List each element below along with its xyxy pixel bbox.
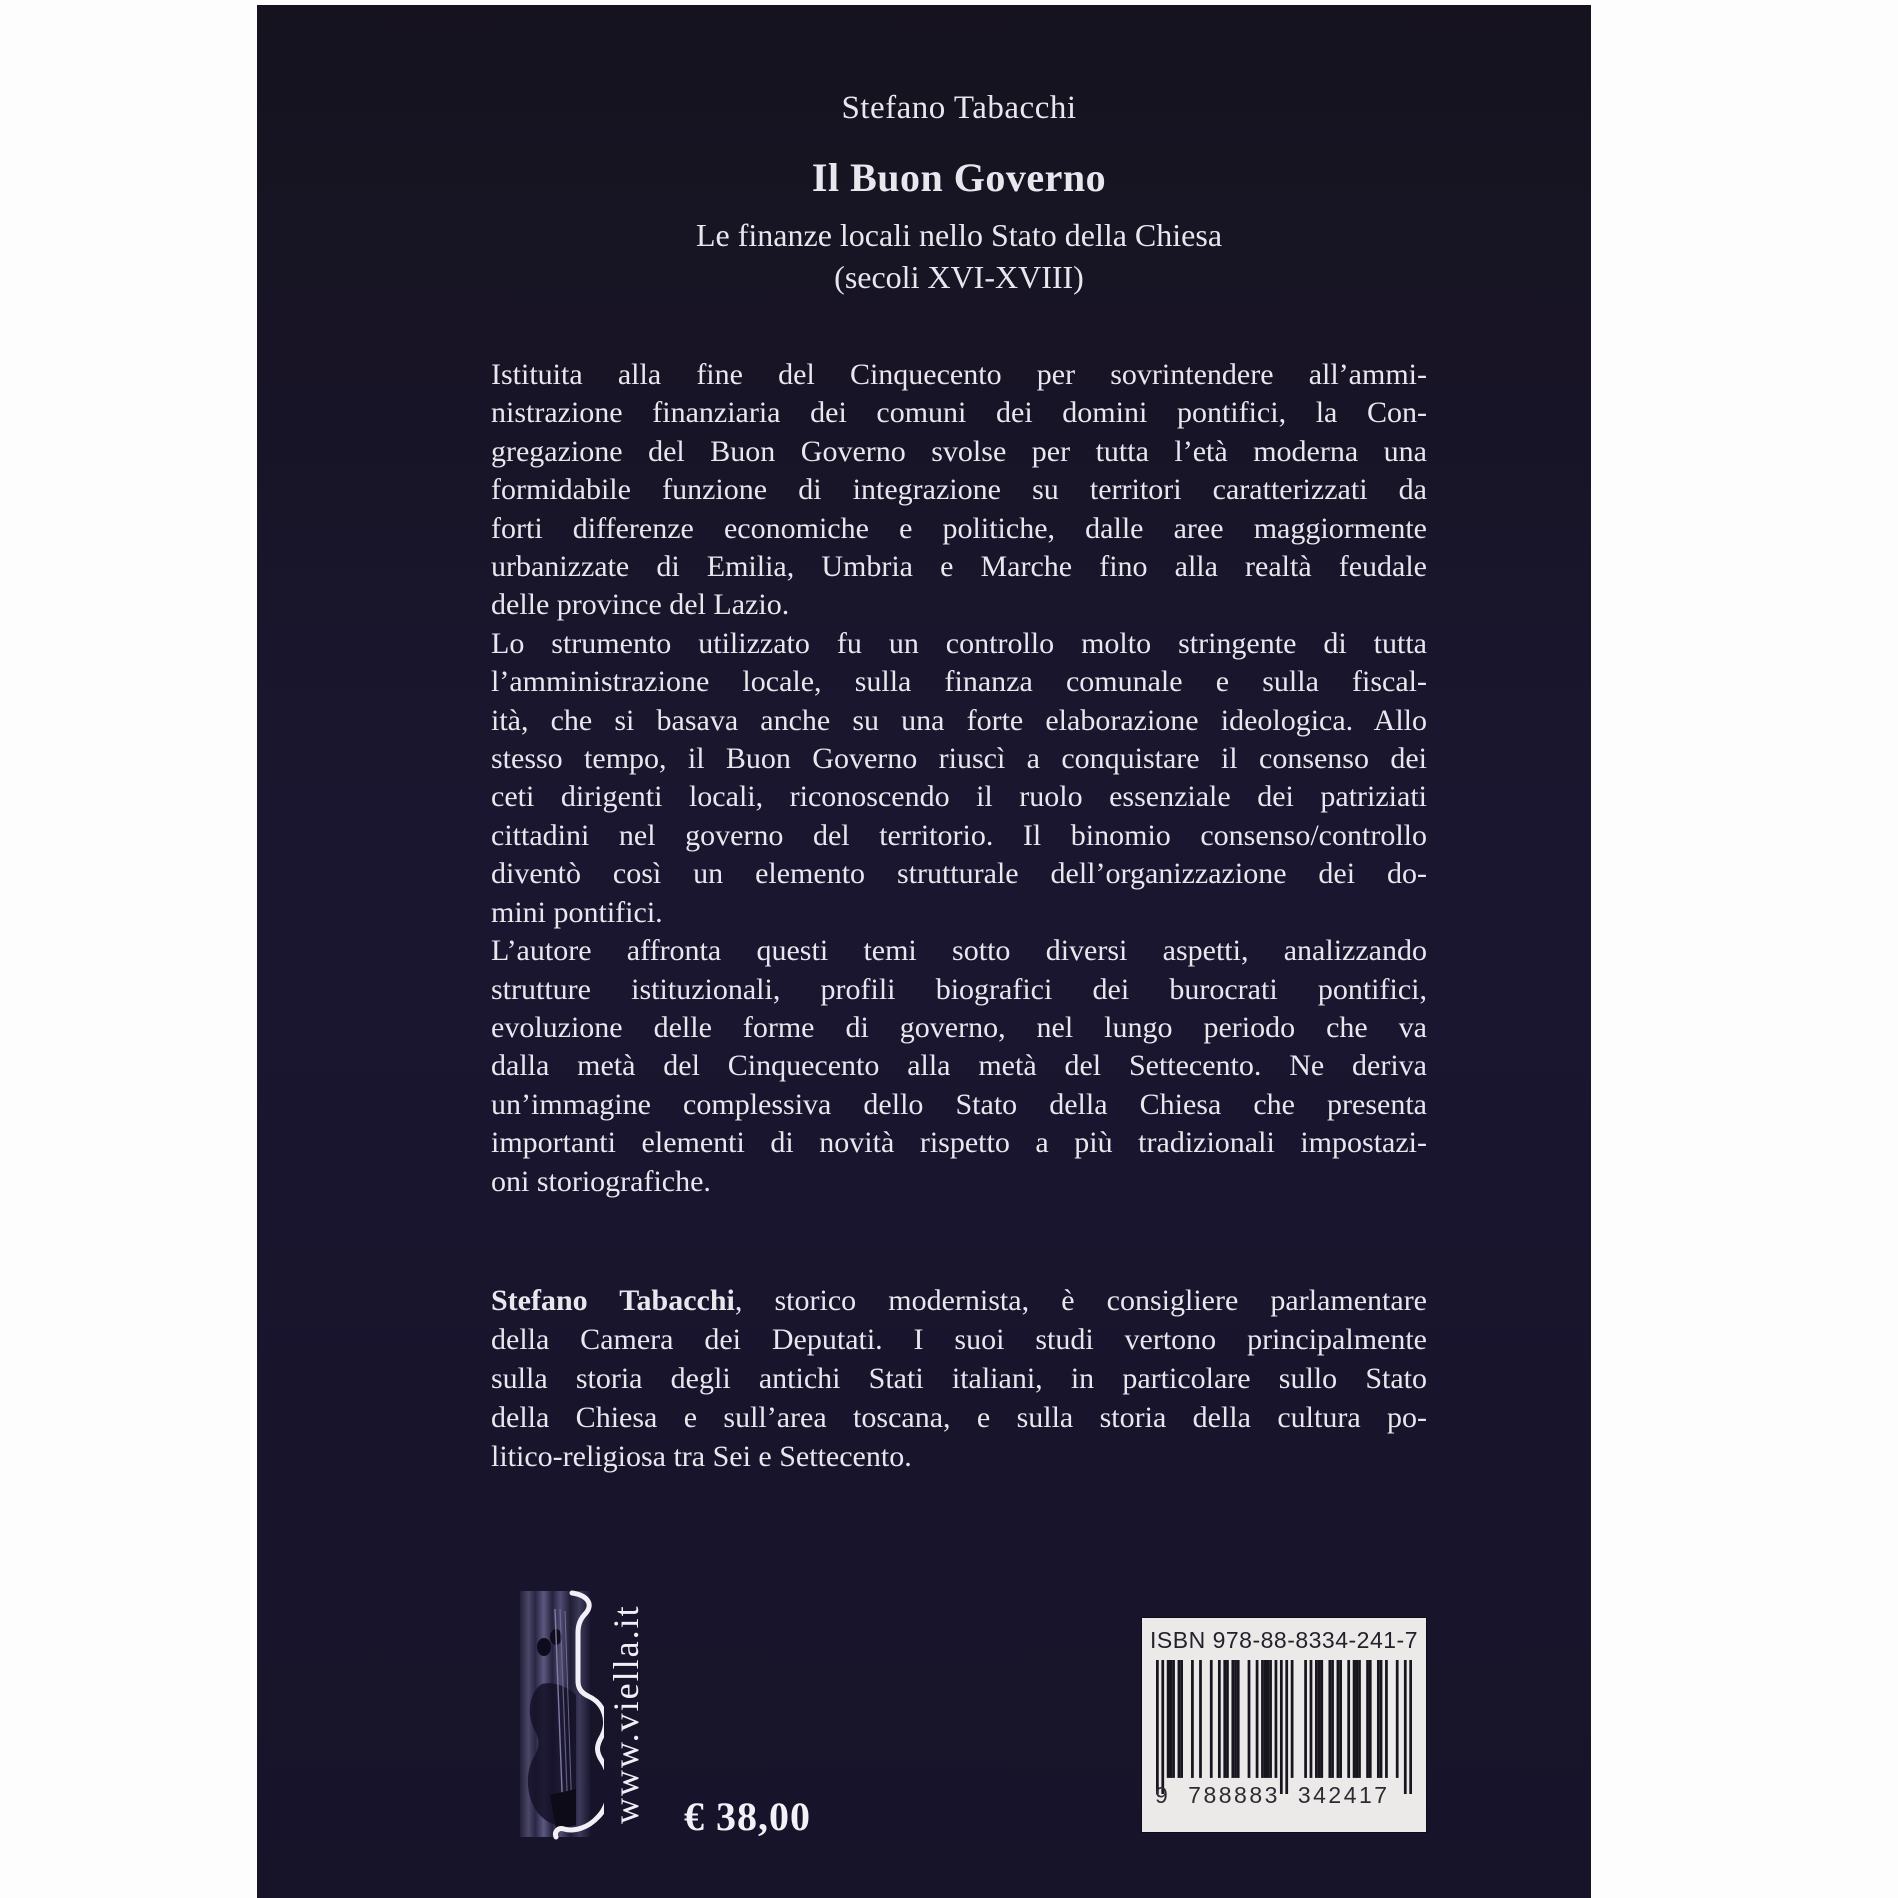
blurb-paragraph-1	[491, 356, 1427, 625]
text-line: Istituita alla fine del Cinquecento per sovrintendere all’ammi-	[491, 358, 1427, 391]
text-line: importanti elementi di novità rispetto a più tradizionali impostazi-	[491, 1126, 1427, 1160]
text-line: delle province del Lazio.	[491, 588, 790, 622]
bio-lines	[491, 1320, 1427, 1476]
blurb-paragraph-3	[491, 932, 1427, 1201]
text-line: mini pontifici.	[491, 895, 663, 929]
publisher-website: www.viella.it	[606, 1604, 646, 1824]
violin-icon	[520, 1588, 604, 1840]
cover-header	[491, 5, 1427, 298]
bio-first-line	[491, 1281, 1427, 1320]
text-line: ceti dirigenti locali, riconoscendo il ruolo essenziale dei patriziati	[491, 780, 1427, 814]
text-line: Lo strumento utilizzato fu un controllo molto stringente di tutta	[491, 626, 1427, 660]
isbn-label: ISBN 978-88-8334-241-7	[1150, 1627, 1418, 1653]
author-bio	[491, 1281, 1427, 1476]
book-subtitle: Le finanze locali nello Stato della Chiesa	[695, 217, 1223, 253]
text-line: urbanizzate di Emilia, Umbria e Marche fino alla realtà feudale	[491, 550, 1427, 584]
author-name: Stefano Tabacchi	[841, 90, 1077, 126]
cover-content	[491, 5, 1427, 1476]
bio-author-name: Stefano Tabacchi	[491, 1283, 735, 1317]
text-line: litico-religiosa tra Sei e Settecento.	[491, 1439, 912, 1473]
text-line: della Camera dei Deputati. I suoi studi vertono principalmente	[491, 1322, 1427, 1356]
viella-logo	[520, 1588, 650, 1840]
book-back-cover	[257, 5, 1591, 1898]
text-line: forti differenze economiche e politiche, dalle aree maggiormente	[491, 511, 1427, 545]
text-line: nistrazione finanziaria dei comuni dei domini pontifici, la Con-	[491, 396, 1427, 430]
barcode-bars	[1156, 1660, 1412, 1794]
text-line: dalla metà del Cinquecento alla metà del Settecento. Ne deriva	[491, 1049, 1427, 1083]
text-line: oni storiografiche.	[491, 1164, 711, 1198]
book-subtitle-period: (secoli XVI-XVIII)	[834, 259, 1084, 295]
text-line: L’autore affronta questi temi sotto diversi aspetti, analizzando	[491, 934, 1427, 968]
text-line: ità, che si basava anche su una forte elaborazione ideologica. Allo	[491, 703, 1427, 737]
text-line: strutture istituzionali, profili biografici dei burocrati pontifici,	[491, 972, 1427, 1006]
text-line: diventò così un elemento strutturale dell’organizzazione dei do-	[491, 857, 1427, 891]
ean-digits: 9 788883 342417	[1155, 1782, 1390, 1808]
text-line: sulla storia degli antichi Stati italiani, in particolare sullo Stato	[491, 1361, 1427, 1395]
blurb-paragraph-2	[491, 625, 1427, 932]
text-line: formidabile funzione di integrazione su territori caratterizzati da	[491, 473, 1427, 507]
text-line: gregazione del Buon Governo svolse per tutta l’età moderna una	[491, 434, 1427, 468]
price: € 38,00	[684, 1794, 811, 1839]
book-title: Il Buon Governo	[811, 155, 1107, 200]
text-line: cittadini nel governo del territorio. Il binomio consenso/controllo	[491, 818, 1427, 852]
text-line: evoluzione delle forme di governo, nel lungo periodo che va	[491, 1010, 1427, 1044]
text-line: un’immagine complessiva dello Stato della Chiesa che presenta	[491, 1087, 1427, 1121]
bio-first-line-rest: , storico modernista, è consigliere parlamentare	[734, 1283, 1427, 1317]
barcode	[1141, 1617, 1427, 1833]
text-line: della Chiesa e sull’area toscana, e sulla storia della cultura po-	[491, 1400, 1427, 1434]
text-line: l’amministrazione locale, sulla finanza comunale e sulla fiscal-	[491, 665, 1427, 699]
text-line: stesso tempo, il Buon Governo riuscì a conquistare il consenso dei	[491, 742, 1427, 776]
blurb-text	[491, 356, 1427, 1201]
